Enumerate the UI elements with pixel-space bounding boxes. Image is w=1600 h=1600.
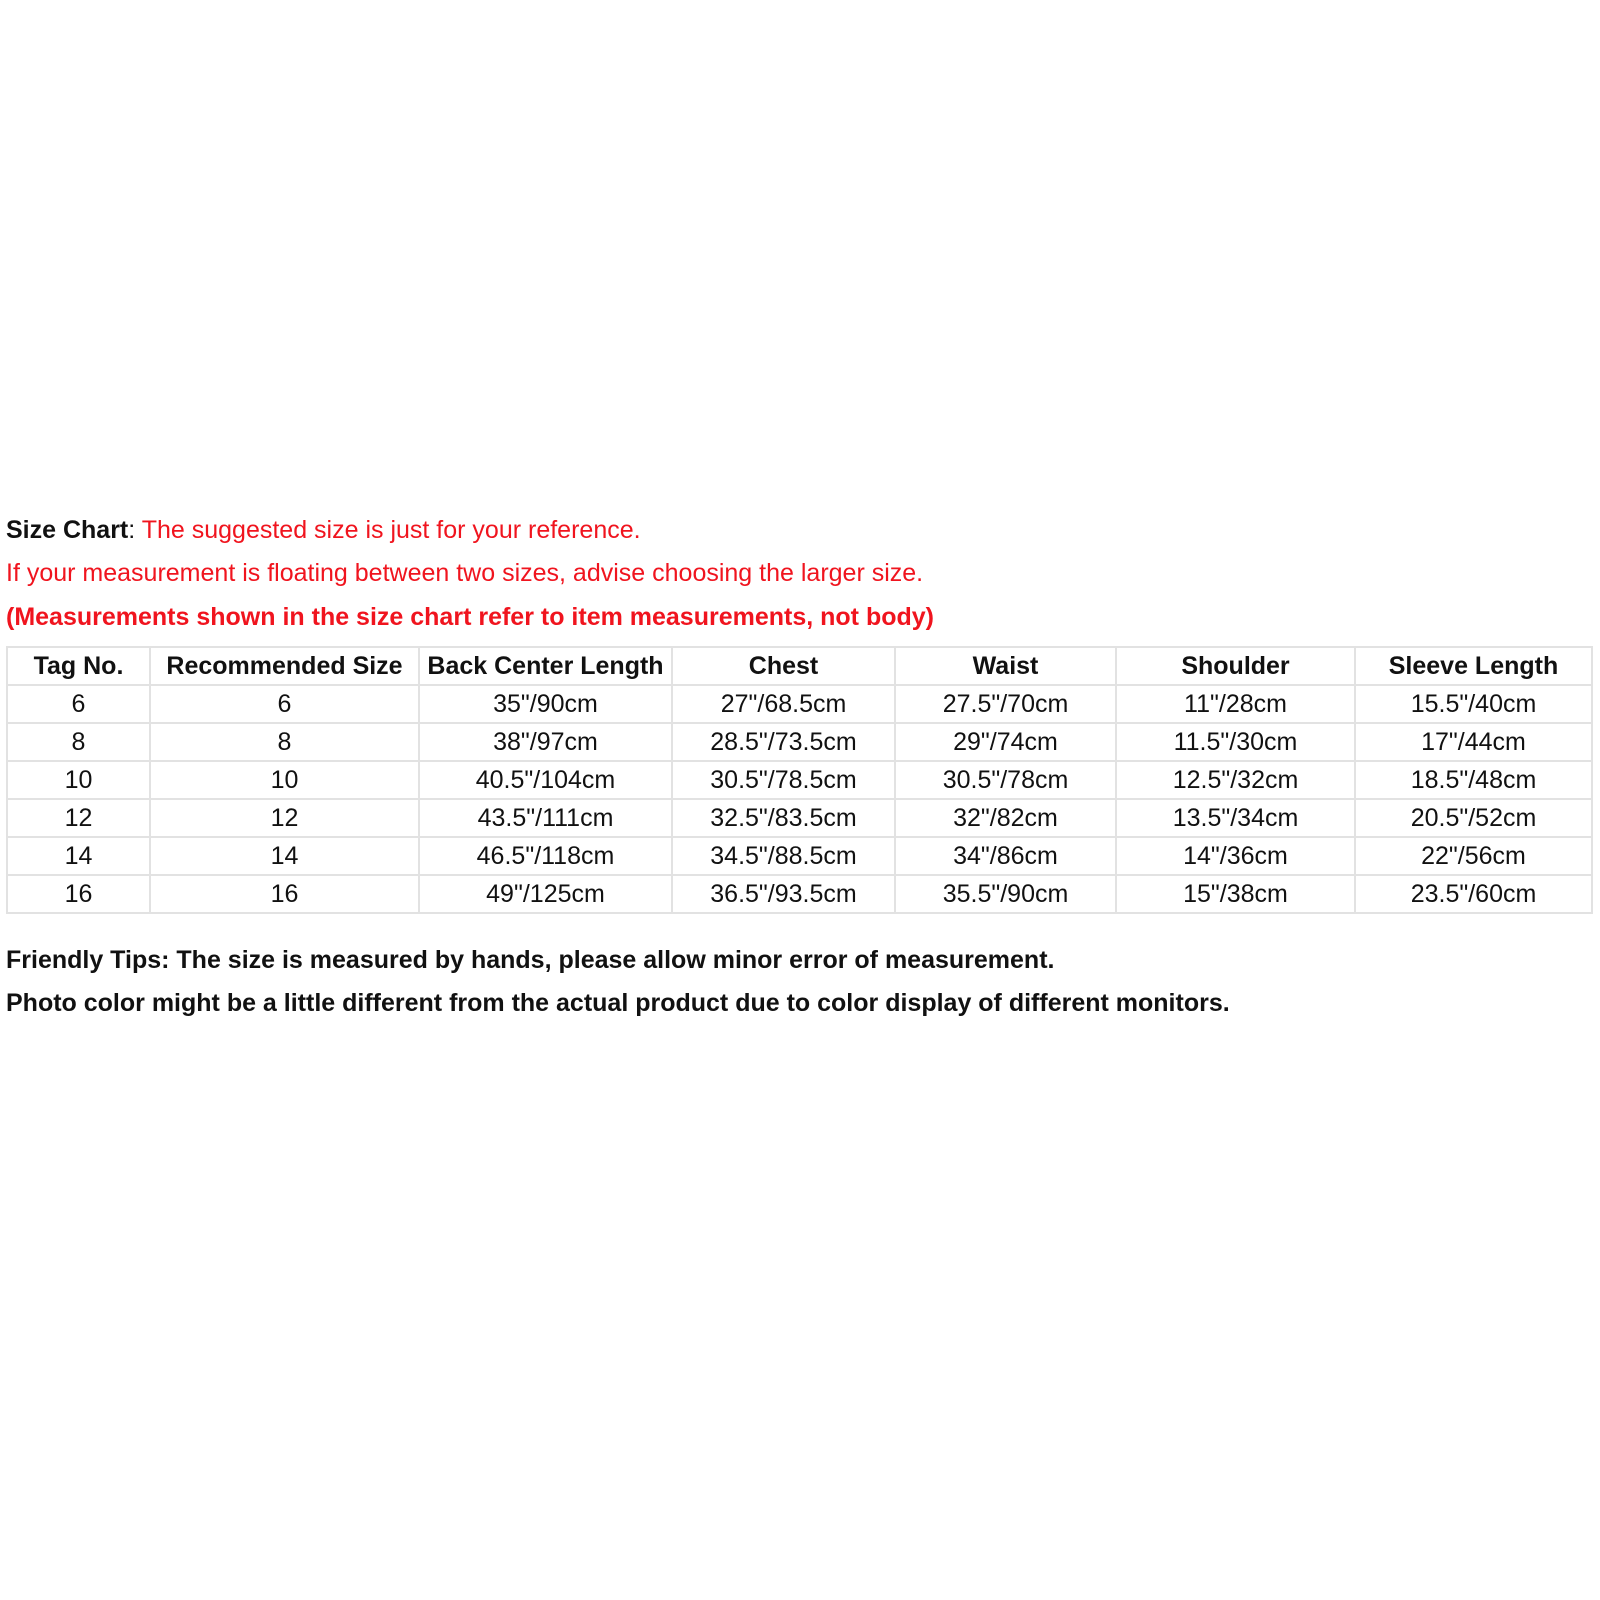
table-row <box>7 761 1592 799</box>
table-cell: 32"/82cm <box>895 799 1116 837</box>
table-cell: 30.5"/78cm <box>895 761 1116 799</box>
table-cell: 8 <box>150 723 419 761</box>
table-cell: 6 <box>7 685 150 723</box>
table-cell: 29"/74cm <box>895 723 1116 761</box>
table-cell: 10 <box>7 761 150 799</box>
size-chart-label: Size Chart <box>6 516 129 544</box>
table-cell: 12 <box>7 799 150 837</box>
table-cell: 11"/28cm <box>1116 685 1355 723</box>
table-cell: 13.5"/34cm <box>1116 799 1355 837</box>
table-cell: 14"/36cm <box>1116 837 1355 875</box>
table-cell: 18.5"/48cm <box>1355 761 1592 799</box>
table-row <box>7 799 1592 837</box>
table-cell: 28.5"/73.5cm <box>672 723 895 761</box>
table-cell: 34"/86cm <box>895 837 1116 875</box>
table-cell: 15.5"/40cm <box>1355 685 1592 723</box>
table-cell: 23.5"/60cm <box>1355 875 1592 913</box>
table-cell: 16 <box>150 875 419 913</box>
table-cell: 14 <box>7 837 150 875</box>
table-row <box>7 685 1592 723</box>
friendly-tips: Friendly Tips: The size is measured by hands, please allow minor error of measurement. <box>6 946 1055 974</box>
table-cell: 34.5"/88.5cm <box>672 837 895 875</box>
larger-size-note: If your measurement is floating between two sizes, advise choosing the larger size. <box>6 559 924 587</box>
size-chart-intro <box>6 515 641 545</box>
table-cell: 11.5"/30cm <box>1116 723 1355 761</box>
table-cell: 14 <box>150 837 419 875</box>
table-cell: 38"/97cm <box>419 723 672 761</box>
item-measurement-note: (Measurements shown in the size chart refer to item measurements, not body) <box>6 603 934 631</box>
column-header: Sleeve Length <box>1355 647 1592 685</box>
table-cell: 27.5"/70cm <box>895 685 1116 723</box>
column-header: Tag No. <box>7 647 150 685</box>
table-cell: 12 <box>150 799 419 837</box>
table-cell: 12.5"/32cm <box>1116 761 1355 799</box>
table-row <box>7 875 1592 913</box>
table-cell: 8 <box>7 723 150 761</box>
table-cell: 27"/68.5cm <box>672 685 895 723</box>
table-row <box>7 837 1592 875</box>
column-header: Back Center Length <box>419 647 672 685</box>
table-cell: 10 <box>150 761 419 799</box>
table-row <box>7 723 1592 761</box>
table-cell: 49"/125cm <box>419 875 672 913</box>
table-header-row <box>7 647 1592 685</box>
separator: : <box>128 516 142 544</box>
column-header: Recommended Size <box>150 647 419 685</box>
table-cell: 32.5"/83.5cm <box>672 799 895 837</box>
table-cell: 46.5"/118cm <box>419 837 672 875</box>
table-cell: 16 <box>7 875 150 913</box>
table-cell: 30.5"/78.5cm <box>672 761 895 799</box>
column-header: Waist <box>895 647 1116 685</box>
column-header: Shoulder <box>1116 647 1355 685</box>
table-cell: 15"/38cm <box>1116 875 1355 913</box>
table-cell: 6 <box>150 685 419 723</box>
table-cell: 20.5"/52cm <box>1355 799 1592 837</box>
table-cell: 36.5"/93.5cm <box>672 875 895 913</box>
size-table <box>6 646 1593 914</box>
column-header: Chest <box>672 647 895 685</box>
table-cell: 35"/90cm <box>419 685 672 723</box>
photo-color-note: Photo color might be a little different from the actual product due to color display of different monitors. <box>6 989 1230 1017</box>
table-cell: 40.5"/104cm <box>419 761 672 799</box>
reference-note: The suggested size is just for your reference. <box>141 516 641 544</box>
table-cell: 22"/56cm <box>1355 837 1592 875</box>
table-cell: 35.5"/90cm <box>895 875 1116 913</box>
table-cell: 43.5"/111cm <box>419 799 672 837</box>
table-cell: 17"/44cm <box>1355 723 1592 761</box>
